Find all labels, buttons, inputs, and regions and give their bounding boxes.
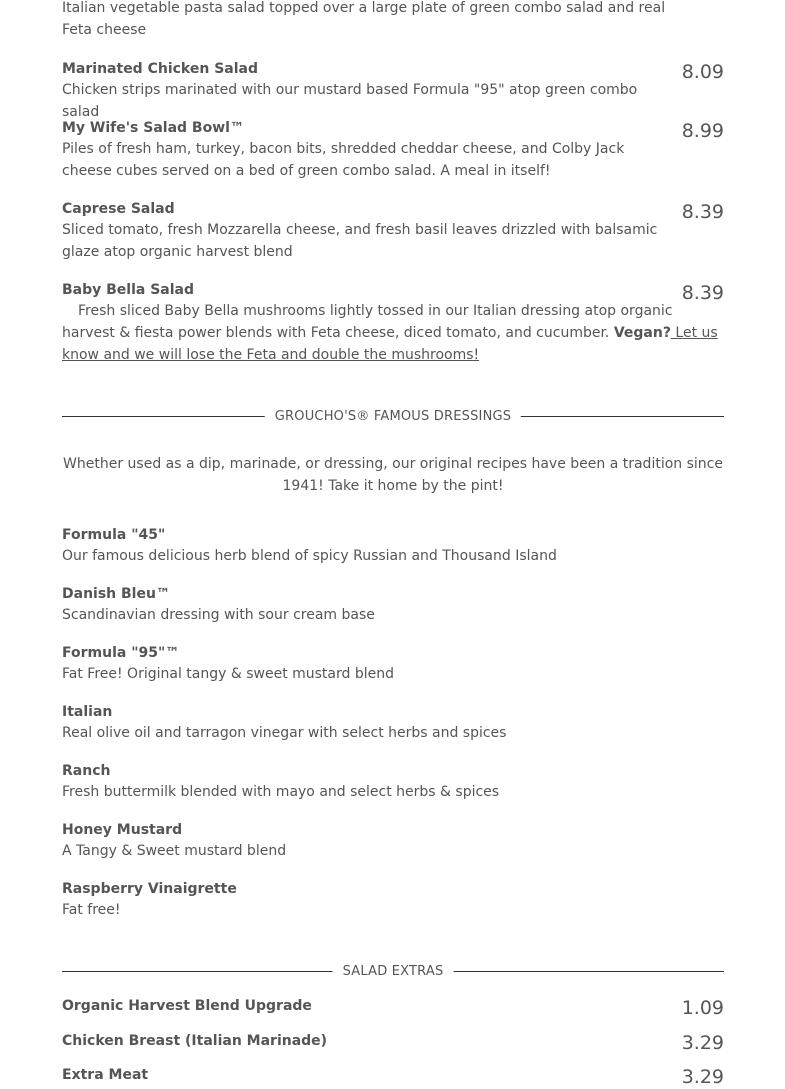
item-price: 8.99 [681, 120, 724, 142]
section-title: SALAD EXTRAS [333, 962, 454, 982]
item-description: Fresh buttermilk blended with mayo and select herbs & spices [62, 784, 500, 800]
vegan-note-link[interactable]: Let us know and we will lose the Feta and double the mushrooms! [62, 325, 718, 363]
item-description: Italian vegetable pasta salad topped over a large plate of green combo salad and real Feta cheese [62, 0, 666, 38]
dressing-item-raspberry-vinaigrette [62, 879, 724, 921]
dressing-item-honey-mustard [62, 820, 724, 862]
extra-item-extra-meat [62, 1065, 724, 1088]
item-price: 1.09 [681, 997, 724, 1019]
section-title: GROUCHO'S® FAMOUS DRESSINGS [265, 407, 521, 427]
dressing-item-ranch [62, 761, 724, 803]
item-name: My Wife's Salad Bowl™ [62, 120, 244, 136]
item-description-text: Fresh sliced Baby Bella mushrooms lightly tossed in our Italian dressing atop organic harvest & fiesta power blends with Feta cheese, diced tomato, and cucumber. [62, 303, 673, 341]
dressing-item-danish-bleu [62, 584, 724, 626]
item-description: Chicken strips marinated with our mustard based Formula "95" atop green combo salad [62, 82, 638, 120]
section-header-salad-extras [62, 962, 724, 982]
menu-item-my-wifes-salad-bowl [62, 118, 724, 182]
item-name: Honey Mustard [62, 822, 183, 838]
item-name: Formula "45" [62, 527, 166, 543]
item-price: 3.29 [681, 1066, 724, 1088]
item-name: Organic Harvest Blend Upgrade [62, 998, 312, 1014]
item-description: Fat Free! Original tangy & sweet mustard blend [62, 666, 395, 682]
item-price: 8.09 [681, 61, 724, 83]
item-description: Fat free! [62, 902, 121, 918]
item-name: Raspberry Vinaigrette [62, 881, 237, 897]
item-description: Piles of fresh ham, turkey, bacon bits, shredded cheddar cheese, and Colby Jack cheese cubes served on a bed of green combo salad. A meal in itself! [62, 141, 625, 179]
item-description: Our famous delicious herb blend of spicy Russian and Thousand Island [62, 548, 557, 564]
menu-item-top-partial [62, 0, 724, 41]
item-name: Ranch [62, 763, 111, 779]
item-name: Caprese Salad [62, 201, 175, 217]
item-description: Sliced tomato, fresh Mozzarella cheese, and fresh basil leaves drizzled with balsamic glaze atop organic harvest blend [62, 222, 658, 260]
section-header-dressings [62, 407, 724, 427]
extra-item-organic-harvest-blend-upgrade [62, 996, 724, 1019]
dressing-item-formula-95 [62, 643, 724, 685]
item-description: Real olive oil and tarragon vinegar with select herbs and spices [62, 725, 507, 741]
item-name: Formula "95"™ [62, 645, 180, 661]
item-description [62, 300, 724, 366]
dressing-item-formula-45 [62, 525, 724, 567]
item-price: 3.29 [681, 1032, 724, 1054]
item-price: 8.39 [681, 201, 724, 223]
dressing-item-italian [62, 702, 724, 744]
item-name: Chicken Breast (Italian Marinade) [62, 1033, 328, 1049]
item-name: Baby Bella Salad [62, 282, 195, 298]
extra-item-chicken-breast [62, 1031, 724, 1054]
vegan-label: Vegan? [613, 325, 671, 341]
menu-item-marinated-chicken-salad [62, 59, 724, 123]
menu-item-baby-bella-salad [62, 280, 724, 366]
item-name: Danish Bleu™ [62, 586, 170, 602]
item-name: Marinated Chicken Salad [62, 61, 258, 77]
item-description: Scandinavian dressing with sour cream base [62, 607, 375, 623]
item-name: Extra Meat [62, 1067, 149, 1083]
menu-item-caprese-salad [62, 199, 724, 263]
dressings-intro: Whether used as a dip, marinade, or dressing, our original recipes have been a tradition since 1941! Take it home by the pint! [63, 456, 723, 494]
item-description: A Tangy & Sweet mustard blend [62, 843, 287, 859]
item-name: Italian [62, 704, 113, 720]
item-price: 8.39 [681, 282, 724, 304]
